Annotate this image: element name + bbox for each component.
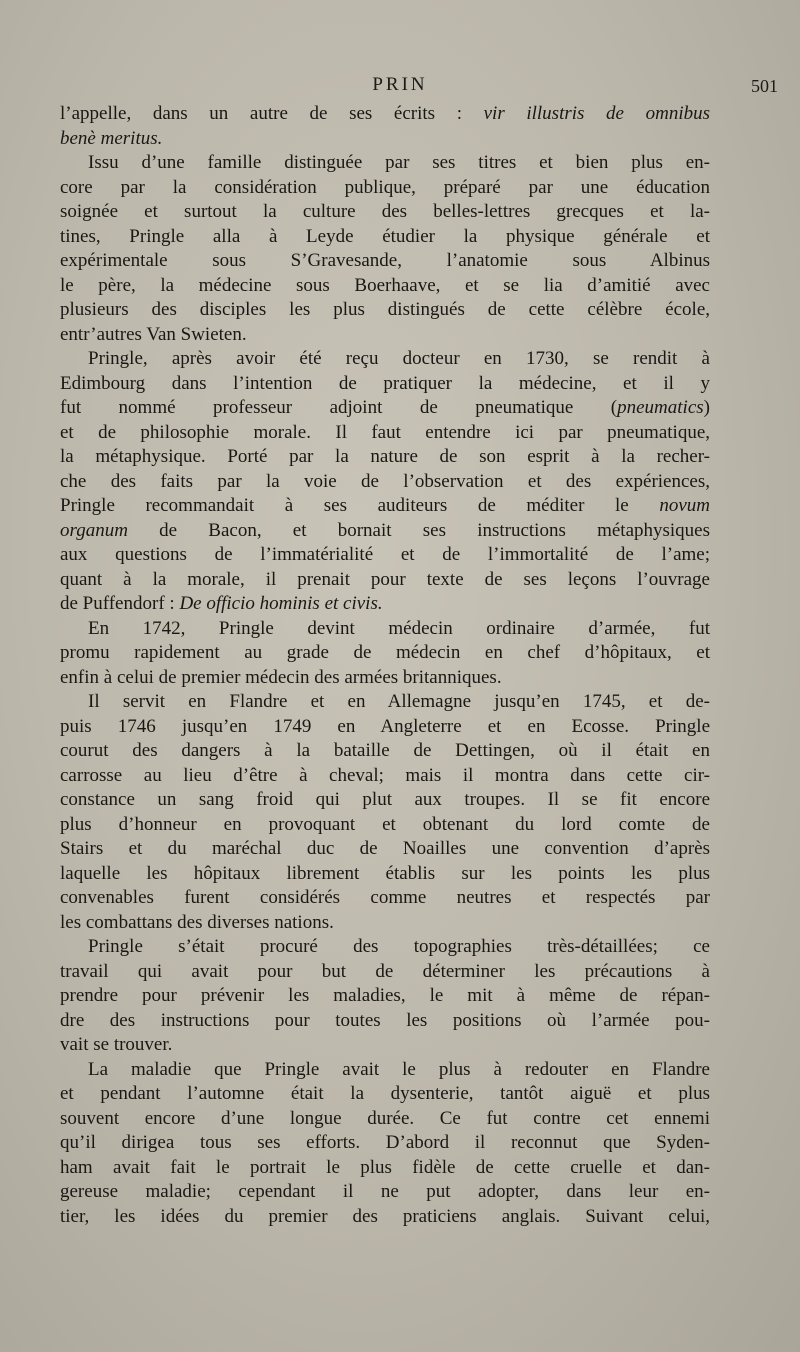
text-line: tines, Pringle alla à Leyde étudier la physique générale et bbox=[60, 225, 710, 247]
text-line: expérimentale sous S’Gravesande, l’anatomie sous Albinus bbox=[60, 250, 710, 271]
text-line: dre des instructions pour toutes les positions où l’armée pou- bbox=[60, 1009, 710, 1031]
text-line: carrosse au lieu d’être à cheval; mais il montra dans cette cir- bbox=[60, 764, 710, 786]
page-header bbox=[0, 74, 800, 104]
text-line: La maladie que Pringle avait le plus à redouter en Flandre bbox=[88, 1058, 710, 1080]
text-line: souvent encore d’une longue durée. Ce fut contre cet ennemi bbox=[60, 1107, 710, 1129]
text-line: che des faits par la voie de l’observation et des expériences, bbox=[60, 470, 710, 492]
text-line: la métaphysique. Porté par la nature de son esprit à la recher- bbox=[60, 446, 710, 467]
text-line: benè meritus. bbox=[60, 127, 163, 149]
text-line: constance un sang froid qui plut aux troupes. Il se fit encore bbox=[60, 789, 710, 810]
text-line: promu rapidement au grade de médecin en chef d’hôpitaux, et bbox=[60, 642, 710, 663]
text-line: core par la considération publique, préparé par une éducation bbox=[60, 176, 710, 198]
text-line: enfin à celui de premier médecin des armées britanniques. bbox=[60, 666, 502, 688]
text-line: prendre pour prévenir les maladies, le mit à même de répan- bbox=[60, 985, 710, 1006]
body-text bbox=[60, 102, 710, 1229]
text-line: qu’il dirigea tous ses efforts. D’abord il reconnut que Syden- bbox=[60, 1132, 710, 1153]
text-line: Stairs et du maréchal duc de Noailles une convention d’après bbox=[60, 838, 710, 859]
text-line: Il servit en Flandre et en Allemagne jusqu’en 1745, et de- bbox=[88, 691, 710, 712]
text-line: En 1742, Pringle devint médecin ordinaire d’armée, fut bbox=[88, 617, 710, 639]
running-head: PRIN bbox=[372, 74, 428, 95]
text-line: organum de Bacon, et bornait ses instructions métaphysiques bbox=[60, 519, 710, 541]
text-line: de Puffendorf : De officio hominis et civis. bbox=[60, 593, 383, 614]
text-line: quant à la morale, il prenait pour texte de ses leçons l’ouvrage bbox=[60, 568, 710, 590]
text-line: courut des dangers à la bataille de Dettingen, où il était en bbox=[60, 740, 710, 761]
text-line: tier, les idées du premier des praticiens anglais. Suivant celui, bbox=[60, 1205, 710, 1227]
text-line: Edimbourg dans l’intention de pratiquer la médecine, et il y bbox=[60, 372, 710, 394]
text-line: entr’autres Van Swieten. bbox=[60, 323, 247, 345]
text-line: et pendant l’automne était la dysenterie, tantôt aiguë et plus bbox=[60, 1083, 710, 1104]
text-line: puis 1746 jusqu’en 1749 en Angleterre et en Ecosse. Pringle bbox=[60, 715, 710, 737]
text-line: vait se trouver. bbox=[60, 1034, 173, 1055]
page-number: 501 bbox=[751, 76, 778, 96]
text-line: et de philosophie morale. Il faut entendre ici par pneumatique, bbox=[60, 421, 710, 443]
text-line: Pringle, après avoir été reçu docteur en 1730, se rendit à bbox=[88, 348, 710, 369]
text-line: le père, la médecine sous Boerhaave, et se lia d’amitié avec bbox=[60, 274, 710, 296]
text-line: Pringle s’était procuré des topographies très-détaillées; ce bbox=[88, 936, 710, 957]
text-line: soignée et surtout la culture des belles-lettres grecques et la- bbox=[60, 201, 710, 222]
text-line: convenables furent considérés comme neutres et respectés par bbox=[60, 887, 710, 908]
text-line: travail qui avait pour but de déterminer les précautions à bbox=[60, 960, 710, 982]
text-line: les combattans des diverses nations. bbox=[60, 911, 334, 933]
text-line: plus d’honneur en provoquant et obtenant du lord comte de bbox=[60, 813, 710, 835]
text-line: ham avait fait le portrait le plus fidèle de cette cruelle et dan- bbox=[60, 1156, 710, 1178]
text-line: aux questions de l’immatérialité et de l’immortalité de l’ame; bbox=[60, 544, 710, 565]
text-line: fut nommé professeur adjoint de pneumatique (pneumatics) bbox=[60, 397, 710, 418]
text-line: laquelle les hôpitaux librement établis sur les points les plus bbox=[60, 862, 710, 884]
text-line: gereuse maladie; cependant il ne put adopter, dans leur en- bbox=[60, 1181, 710, 1202]
text-line: l’appelle, dans un autre de ses écrits : vir illustris de omnibus bbox=[60, 103, 710, 124]
text-line: Pringle recommandait à ses auditeurs de méditer le novum bbox=[60, 495, 710, 516]
text-line: Issu d’une famille distinguée par ses titres et bien plus en- bbox=[88, 152, 710, 173]
text-line: plusieurs des disciples les plus distingués de cette célèbre école, bbox=[60, 299, 710, 320]
